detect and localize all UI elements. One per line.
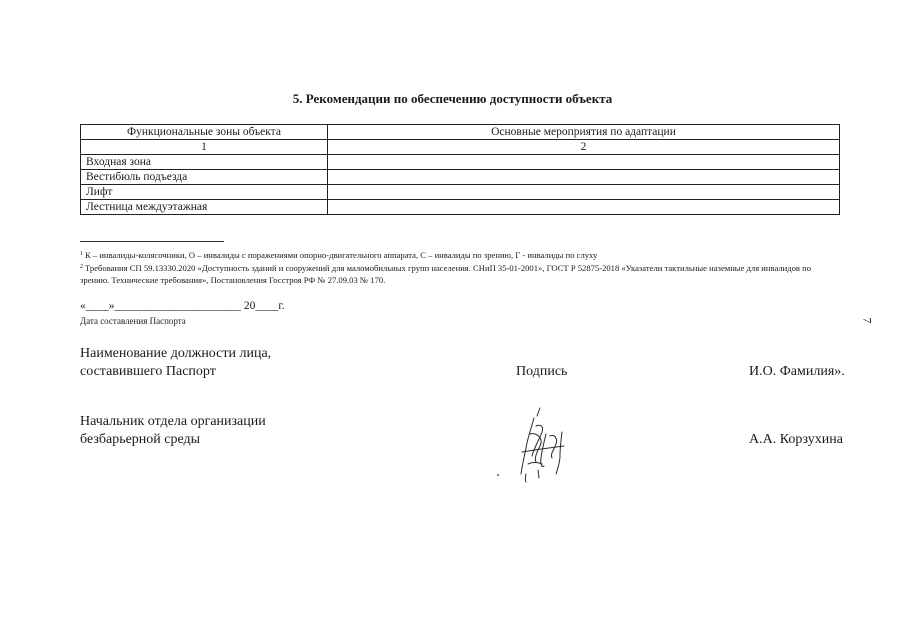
zone-cell: Лестница междуэтажная (81, 200, 328, 215)
column-header-measures: Основные мероприятия по адаптации (328, 125, 840, 140)
zone-cell: Вестибюль подъезда (81, 170, 328, 185)
footnote-2 (80, 261, 830, 286)
column-number-1: 1 (81, 140, 328, 155)
measures-cell (328, 200, 840, 215)
table-row (81, 200, 840, 215)
footnote-mark: 1 (80, 251, 83, 257)
date-line: «____»______________________ 20____г. (80, 300, 285, 312)
date-caption: Дата составления Паспорта (80, 316, 186, 326)
zone-cell: Входная зона (81, 155, 328, 170)
table-header-row (81, 125, 840, 140)
accessibility-table (80, 124, 840, 215)
table-row (81, 185, 840, 200)
column-number-row (81, 140, 840, 155)
head-position-label: Начальник отдела организации безбарьерной среды (80, 414, 266, 447)
compiler-position-label: Наименование должности лица, составившего Паспорт (80, 346, 272, 379)
measures-cell (328, 185, 840, 200)
page-number: 7 (860, 317, 875, 324)
footnote-text: Требования СП 59.13330.2020 «Доступность зданий и сооружений для маломобильных групп населения. СНиП 35-01-2001», ГОСТ Р 52875-2018 «Указатели тактильные наземные для инвалидов по зрению. Технические требования», Постановления Госстроя РФ № 27.09.03 № 170. (80, 263, 811, 285)
measures-cell (328, 155, 840, 170)
footnote-1 (80, 248, 830, 261)
zone-cell: Лифт (81, 185, 328, 200)
name-placeholder-label: И.О. Фамилия». (749, 364, 845, 379)
table-row (81, 155, 840, 170)
section-title: 5. Рекомендации по обеспечению доступности объекта (292, 91, 613, 106)
measures-cell (328, 170, 840, 185)
table-row (81, 170, 840, 185)
footnote-divider (80, 241, 224, 242)
footnote-mark: 2 (80, 264, 83, 270)
head-name-label: А.А. Корзухина (749, 432, 843, 447)
signature-label: Подпись (516, 364, 568, 379)
handwritten-signature-icon (492, 404, 582, 486)
column-number-2: 2 (328, 140, 840, 155)
column-header-zones: Функциональные зоны объекта (81, 125, 328, 140)
footnote-text: К – инвалиды-колясочники, О – инвалиды с поражениями опорно-двигательного аппарата, С – инвалиды по зрению, Г - инвалиды по слуху (85, 250, 598, 260)
